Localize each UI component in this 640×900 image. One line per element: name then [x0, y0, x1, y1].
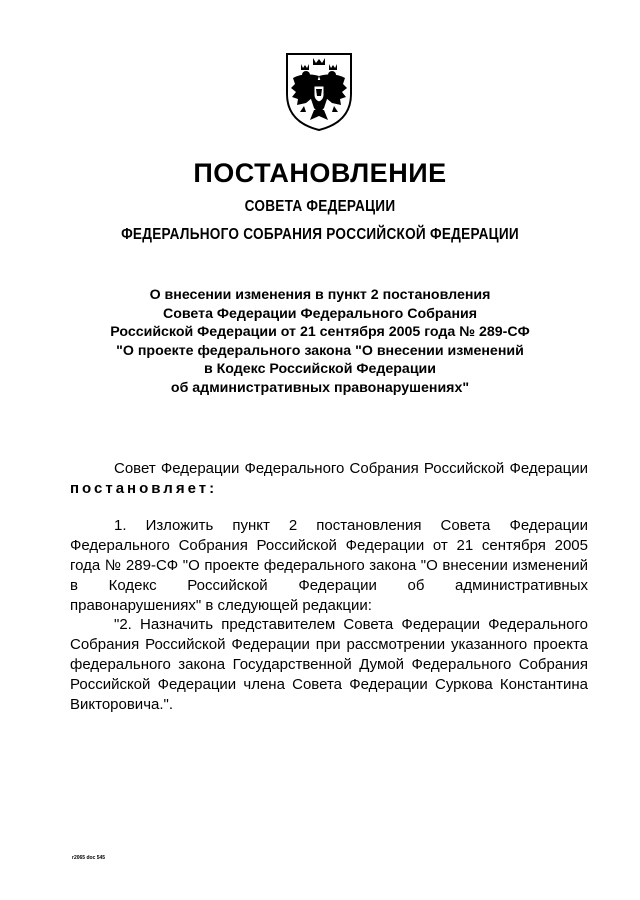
- document-type-heading: ПОСТАНОВЛЕНИЕ: [193, 158, 447, 188]
- title-line: Совета Федерации Федерального Собрания: [162, 305, 478, 322]
- document-title: [60, 286, 580, 397]
- issuer-line-2: [48, 226, 592, 244]
- clause-1-quoted-text: "2. Назначить представителем Совета Федерации Федерального Собрания Российской Федерации при рассмотрении указанного проекта федерального закона Государственной Думой Федерального Собрания Российской Федерации члена Совета Федерации Суркова Константина Викторовича.".: [70, 616, 588, 713]
- preamble-verb: постановляет:: [70, 480, 218, 497]
- issuer-line-1: СОВЕТА ФЕДЕРАЦИИ: [244, 198, 396, 215]
- coat-of-arms-emblem: [284, 48, 354, 132]
- title-line: Российской Федерации от 21 сентября 2005 года № 289-СФ: [110, 324, 530, 340]
- preamble-paragraph: [70, 459, 588, 499]
- preamble-text: Совет Федерации Федерального Собрания Российской Федерации: [114, 460, 588, 477]
- title-line: об административных правонарушениях": [170, 379, 470, 396]
- title-line: О внесении изменения в пункт 2 постановления: [149, 287, 491, 303]
- title-line: "О проекте федерального закона "О внесении изменений: [116, 342, 524, 359]
- title-line: в Кодекс Российской Федерации: [203, 361, 436, 377]
- file-code: r2065 doc 545: [72, 855, 106, 861]
- clause-1-paragraph: 1. Изложить пункт 2 постановления Совета Федерации Федерального Собрания Российской Федерации от 21 сентября 2005 года № 289-СФ "О проекте федерального закона "О внесении изменений в Кодекс Российской Федерации об административных правонарушениях" в следующей редакции:: [70, 517, 588, 614]
- issuer-line-2-text: ФЕДЕРАЛЬНОГО СОБРАНИЯ РОССИЙСКОЙ ФЕДЕРАЦИИ: [121, 226, 519, 243]
